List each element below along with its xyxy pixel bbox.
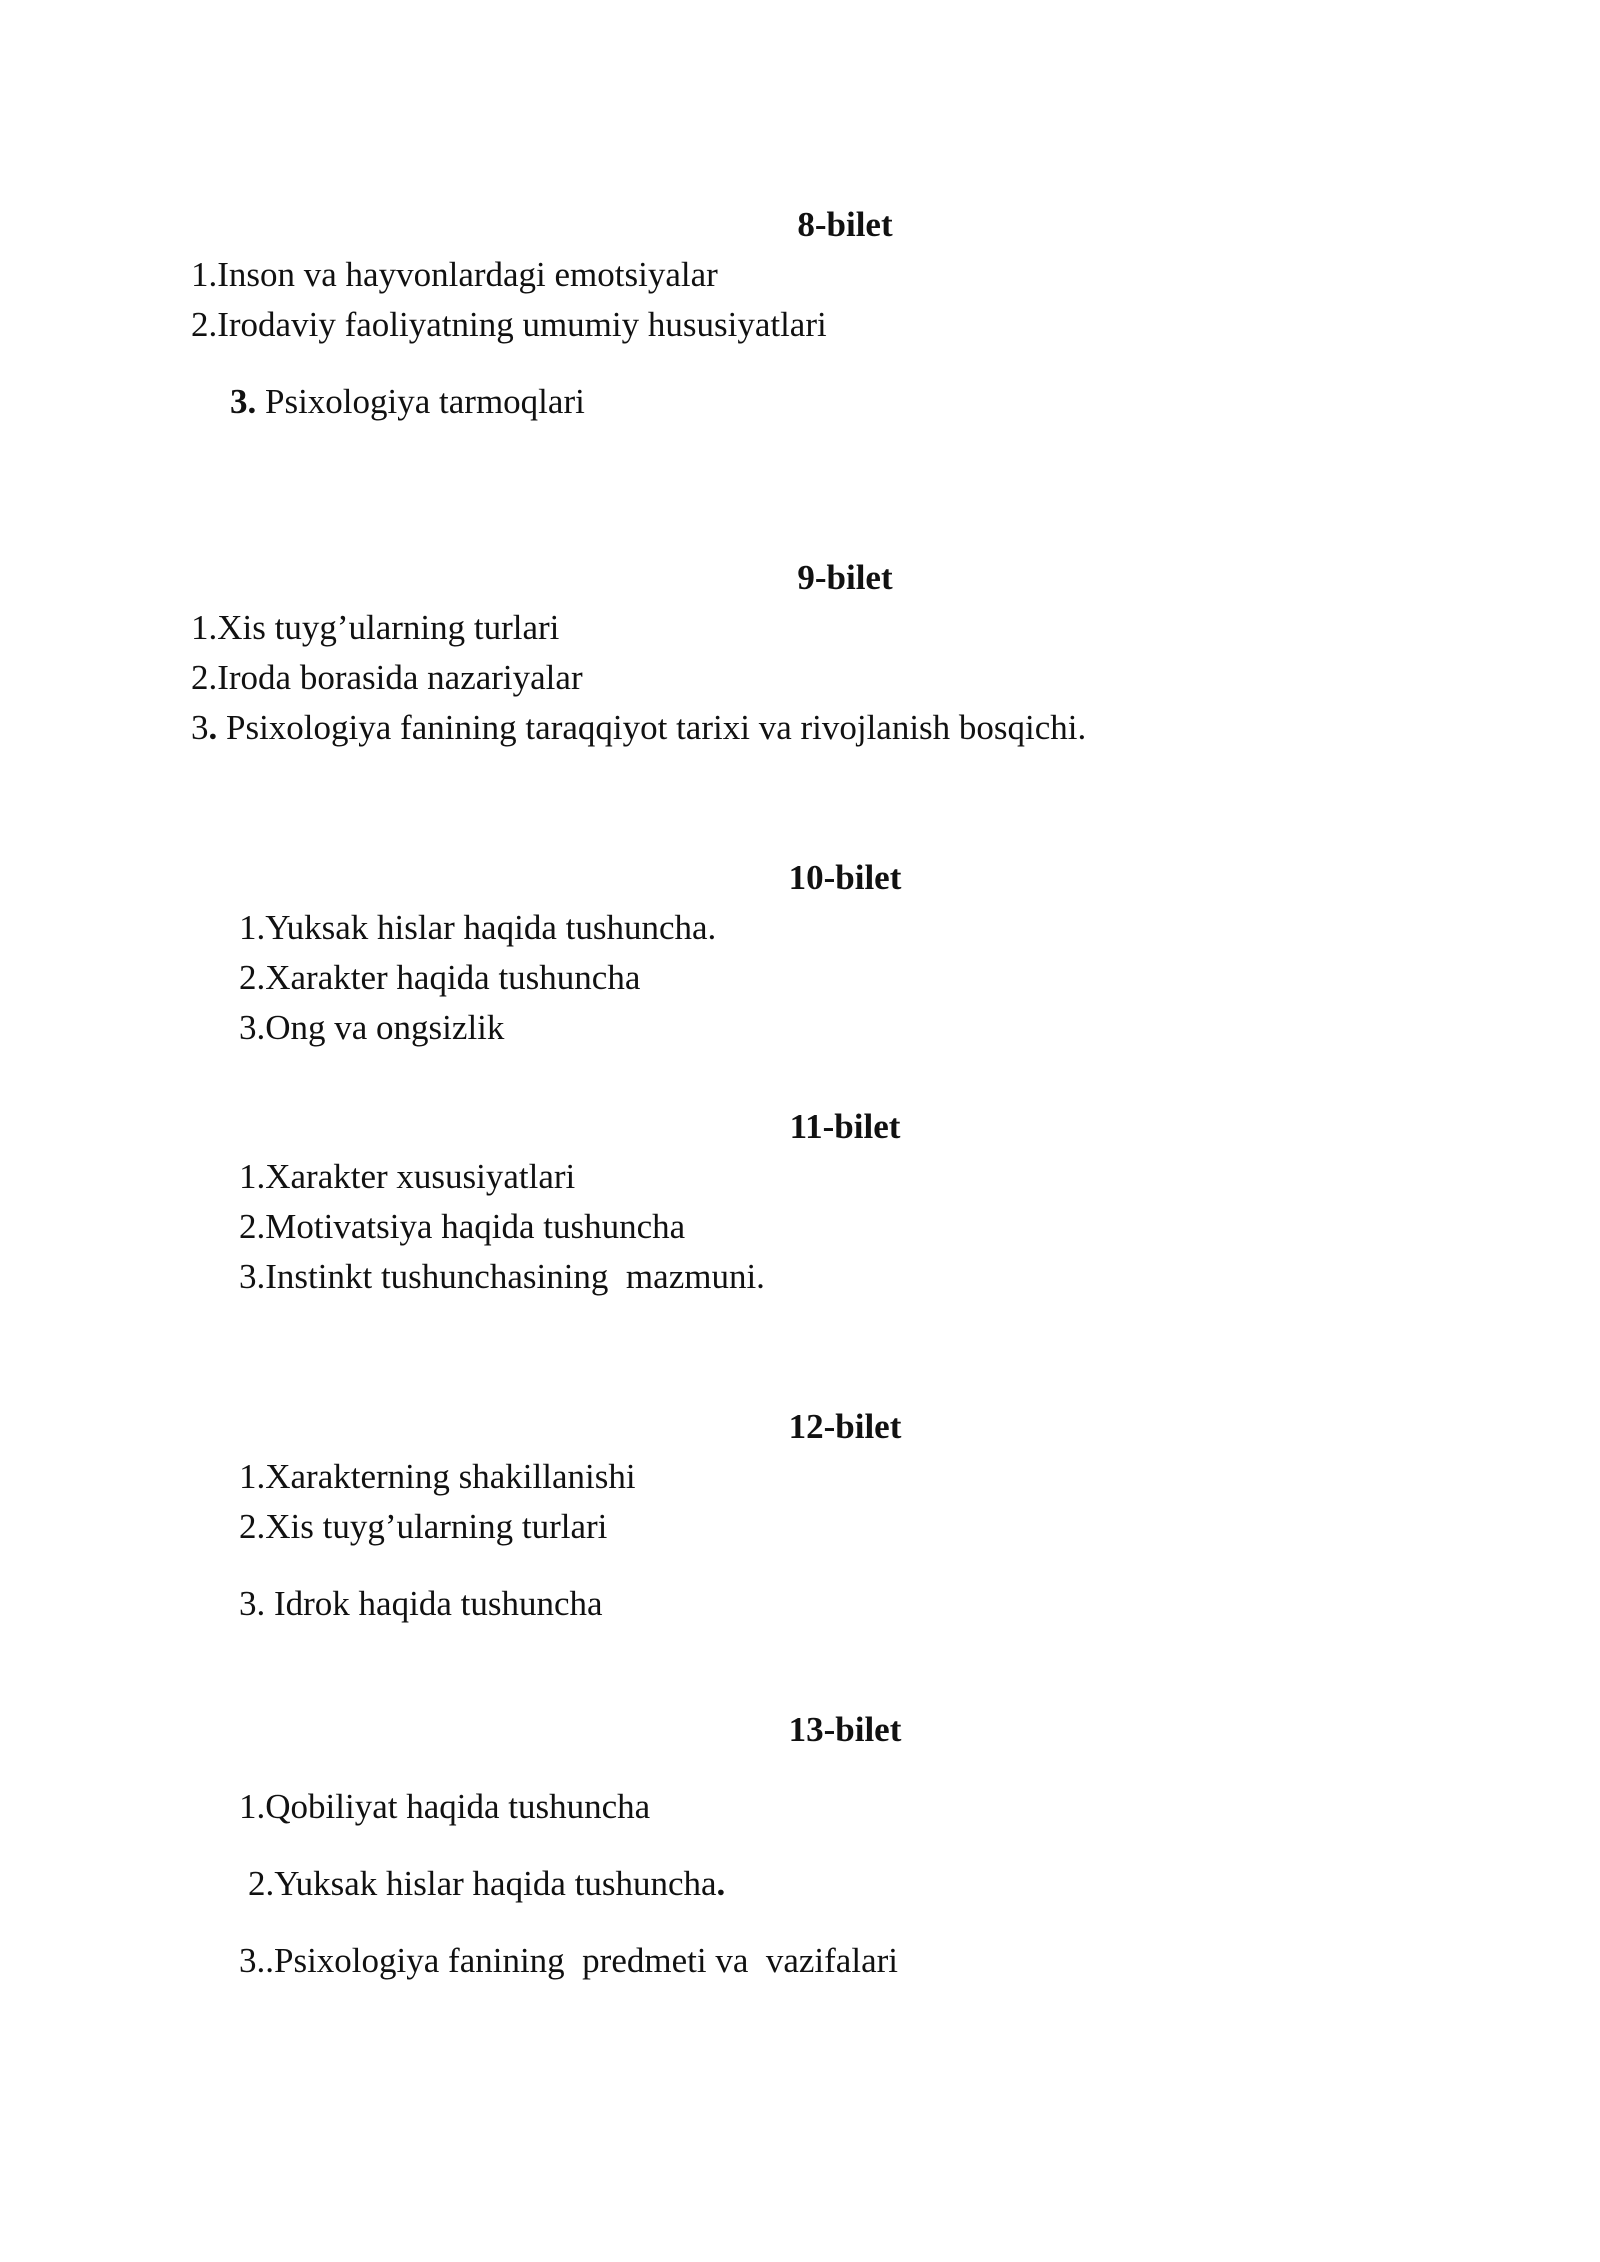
question-text: Motivatsiya haqida tushuncha: [265, 1207, 686, 1246]
question-number-dot: .: [208, 708, 218, 747]
ticket-10-question-3: [239, 1008, 504, 1048]
question-text: Psixologiya fanining taraqqiyot tarixi va rivojlanish bosqichi.: [217, 708, 1087, 747]
ticket-13-title: 13-bilet: [788, 1710, 902, 1749]
ticket-12-title: 12-bilet: [788, 1407, 902, 1446]
ticket-9-question-1: [191, 608, 559, 648]
question-text: Yuksak hislar haqida tushuncha.: [265, 908, 717, 947]
question-number: 1.: [191, 608, 218, 647]
question-number: 3.: [239, 1257, 266, 1296]
ticket-10-question-1: [239, 908, 716, 948]
ticket-8-question-2: [191, 305, 827, 345]
question-number: 2.: [191, 658, 218, 697]
question-number: 3.: [239, 1584, 266, 1623]
question-number: 1.: [239, 1787, 266, 1826]
question-number: 3..: [239, 1941, 274, 1980]
ticket-12-question-3: [239, 1584, 603, 1624]
ticket-12-question-1: [239, 1457, 636, 1497]
question-number: 2.: [239, 958, 266, 997]
question-text: Xarakterning shakillanishi: [265, 1457, 636, 1496]
ticket-9-question-2: [191, 658, 583, 698]
question-text: Xis tuyg’ularning turlari: [265, 1507, 608, 1546]
question-text: Iroda borasida nazariyalar: [217, 658, 583, 697]
question-text: Psixologiya tarmoqlari: [256, 382, 585, 421]
question-end-dot: .: [716, 1864, 726, 1903]
ticket-10-question-2: [239, 958, 640, 998]
question-text: Qobiliyat haqida tushuncha: [265, 1787, 651, 1826]
question-text: Ong va ongsizlik: [265, 1008, 505, 1047]
ticket-13-question-1: [239, 1787, 650, 1827]
question-text: Inson va hayvonlardagi emotsiyalar: [217, 255, 718, 294]
ticket-8-title: 8-bilet: [797, 205, 893, 244]
ticket-11-title: 11-bilet: [789, 1107, 901, 1146]
question-text: Instinkt tushunchasining mazmuni.: [265, 1257, 765, 1296]
question-number: 3: [191, 708, 209, 747]
question-text: Irodaviy faoliyatning umumiy hususiyatlari: [217, 305, 827, 344]
ticket-9-title: 9-bilet: [797, 558, 893, 597]
question-text: Xis tuyg’ularning turlari: [217, 608, 560, 647]
question-text: Idrok haqida tushuncha: [265, 1584, 603, 1623]
ticket-8-question-3: [230, 382, 585, 422]
question-number: 3.: [230, 382, 257, 421]
question-number: 2.: [239, 1507, 266, 1546]
question-number: 3.: [239, 1008, 266, 1047]
ticket-8-question-1: [191, 255, 718, 295]
ticket-11-question-1: [239, 1157, 575, 1197]
question-number: 2.: [191, 305, 218, 344]
ticket-13-question-3: [239, 1941, 898, 1981]
ticket-10-title: 10-bilet: [788, 858, 902, 897]
ticket-12-question-2: [239, 1507, 607, 1547]
ticket-9-question-3: [191, 708, 1086, 748]
question-number: 1.: [191, 255, 218, 294]
ticket-13-question-2: [248, 1864, 725, 1904]
question-text: Yuksak hislar haqida tushuncha: [274, 1864, 717, 1903]
question-text: Xarakter xususiyatlari: [265, 1157, 576, 1196]
question-number: 1.: [239, 1457, 266, 1496]
ticket-11-question-3: [239, 1257, 765, 1297]
question-text: Psixologiya fanining predmeti va vazifalari: [274, 1941, 898, 1980]
question-number: 1.: [239, 908, 266, 947]
question-number: 2.: [248, 1864, 275, 1903]
question-text: Xarakter haqida tushuncha: [265, 958, 641, 997]
question-number: 1.: [239, 1157, 266, 1196]
ticket-11-question-2: [239, 1207, 685, 1247]
question-number: 2.: [239, 1207, 266, 1246]
